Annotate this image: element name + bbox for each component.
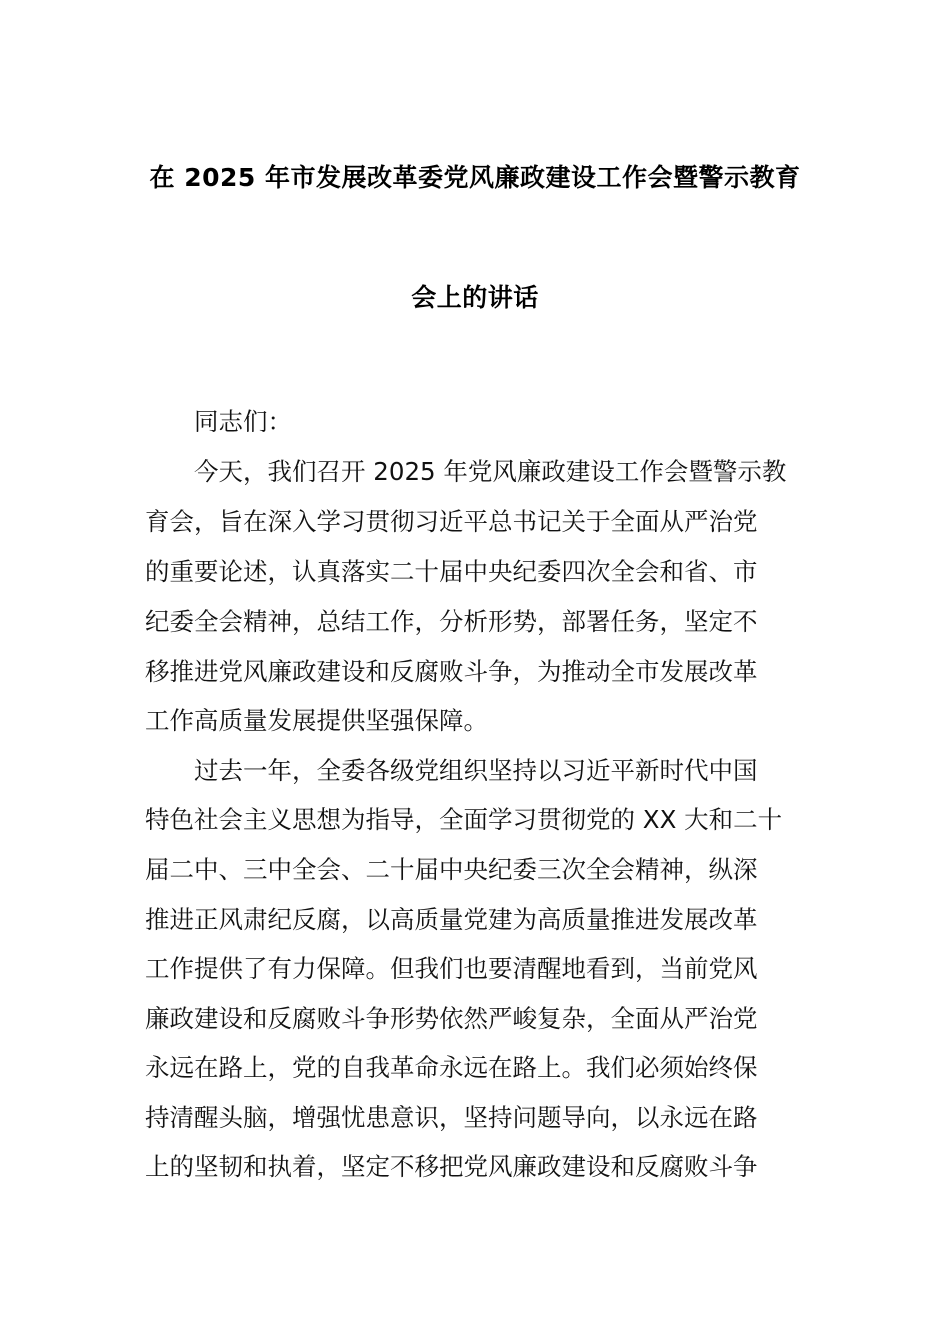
paragraph-line: 上的坚韧和执着，坚定不移把党风廉政建设和反腐败斗争	[145, 1152, 758, 1181]
paragraph-line: 工作高质量发展提供坚强保障。	[145, 706, 488, 735]
paragraph-line: 的重要论述，认真落实二十届中央纪委四次全会和省、市	[145, 557, 758, 586]
paragraph-line: 届二中、三中全会、二十届中央纪委三次全会精神，纵深	[145, 855, 758, 884]
paragraph-line: 过去一年，全委各级党组织坚持以习近平新时代中国	[194, 756, 758, 785]
paragraph-line: 永远在路上，党的自我革命永远在路上。我们必须始终保	[145, 1053, 758, 1082]
paragraph-line: 移推进党风廉政建设和反腐败斗争，为推动全市发展改革	[145, 657, 758, 686]
paragraph-line: 持清醒头脑，增强忧患意识，坚持问题导向，以永远在路	[145, 1103, 758, 1132]
paragraph-line: 纪委全会精神，总结工作，分析形势，部署任务，坚定不	[145, 607, 758, 636]
paragraph-line: 廉政建设和反腐败斗争形势依然严峻复杂，全面从严治党	[145, 1004, 758, 1033]
document-title-line-2: 会上的讲话	[411, 283, 539, 312]
paragraph-line: 特色社会主义思想为指导，全面学习贯彻党的 XX 大和二十	[145, 805, 783, 834]
document-title-line-1: 在 2025 年市发展改革委党风廉政建设工作会暨警示教育	[149, 163, 801, 192]
paragraph-line: 今天，我们召开 2025 年党风廉政建设工作会暨警示教	[194, 457, 787, 486]
paragraph-line: 育会，旨在深入学习贯彻习近平总书记关于全面从严治党	[145, 507, 758, 536]
paragraph-line: 工作提供了有力保障。但我们也要清醒地看到，当前党风	[145, 954, 758, 983]
salutation: 同志们：	[194, 407, 292, 436]
paragraph-line: 推进正风肃纪反腐，以高质量党建为高质量推进发展改革	[145, 905, 758, 934]
